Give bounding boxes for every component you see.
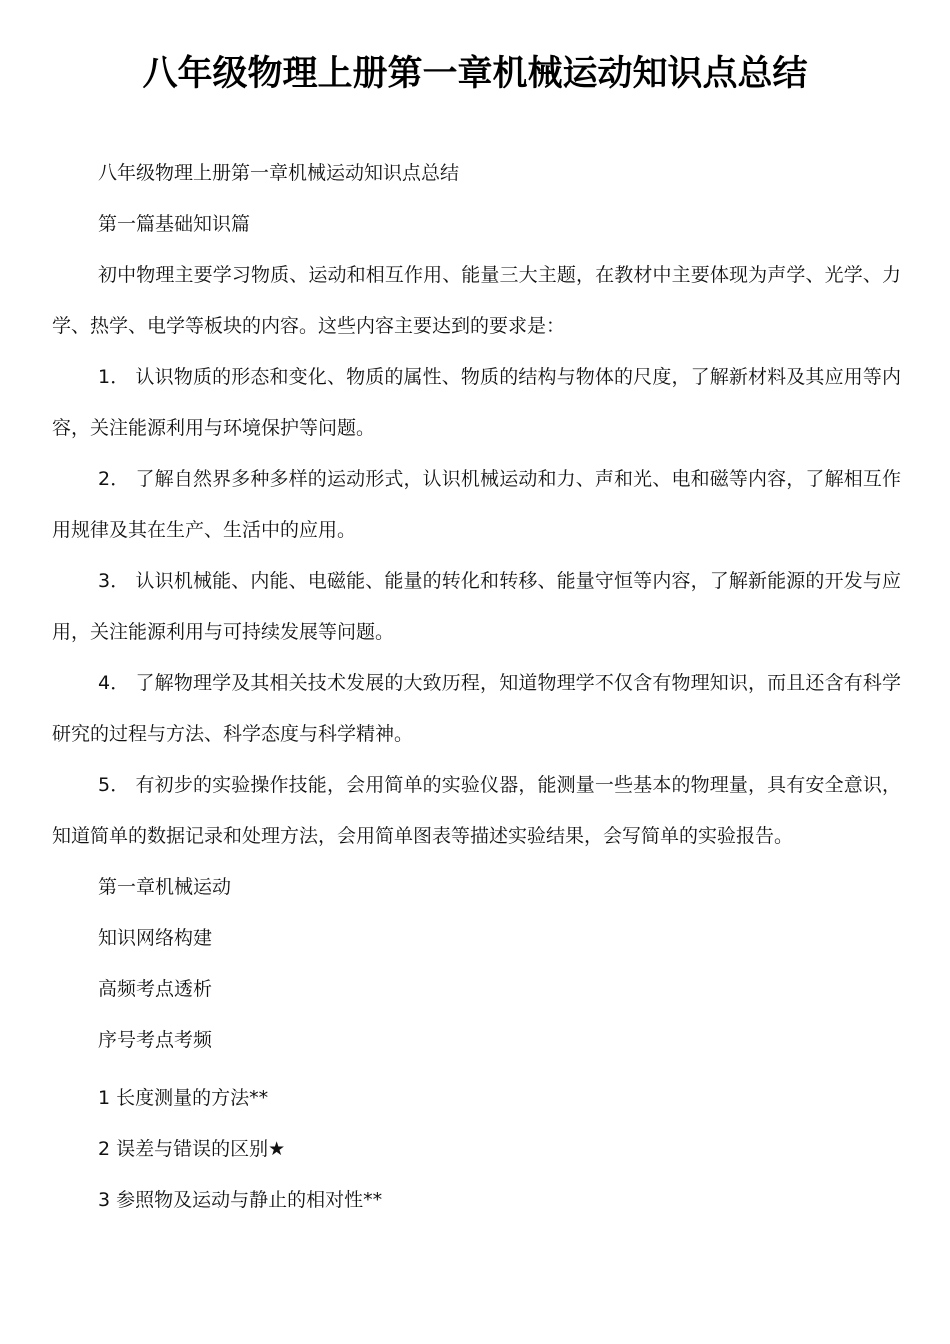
paragraph-requirement-2: 2． 了解自然界多种多样的运动形式，认识机械运动和力、声和光、电和磁等内容，了解相互作用规律及其在生产、生活中的应用。 [52,468,901,541]
paragraph-requirement-3: 3． 认识机械能、内能、电磁能、能量的转化和转移、能量守恒等内容，了解新能源的开发与应用，关注能源利用与可持续发展等问题。 [52,570,901,643]
paragraph-chapter-heading: 第一章机械运动 [98,876,232,898]
document-title: 八年级物理上册第一章机械运动知识点总结 [142,54,808,94]
paragraph-requirement-1: 1． 认识物质的形态和变化、物质的属性、物质的结构与物体的尺度，了解新材料及其应用等内容，关注能源利用与环境保护等问题。 [52,366,901,439]
paragraph-exam-point-3: 3 参照物及运动与静止的相对性** [98,1189,383,1211]
paragraph-requirement-5: 5． 有初步的实验操作技能，会用简单的实验仪器，能测量一些基本的物理量，具有安全意识，知道简单的数据记录和处理方法，会用简单图表等描述实验结果，会写简单的实验报告。 [52,774,901,847]
document-body [52,148,901,1226]
paragraph-exam-point-2: 2 误差与错误的区别★ [98,1138,286,1160]
paragraph-knowledge-network: 知识网络构建 [98,927,213,949]
paragraph-table-header: 序号考点考频 [98,1029,213,1051]
paragraph-high-frequency: 高频考点透析 [98,978,213,1000]
paragraph-intro: 初中物理主要学习物质、运动和相互作用、能量三大主题，在教材中主要体现为声学、光学、力学、热学、电学等板块的内容。这些内容主要达到的要求是： [52,264,901,337]
paragraph-subtitle: 八年级物理上册第一章机械运动知识点总结 [98,162,460,184]
paragraph-requirement-4: 4． 了解物理学及其相关技术发展的大致历程，知道物理学不仅含有物理知识，而且还含有科学研究的过程与方法、科学态度与科学精神。 [52,672,901,745]
paragraph-section-heading: 第一篇基础知识篇 [98,213,251,235]
paragraph-exam-point-1: 1 长度测量的方法** [98,1087,269,1109]
